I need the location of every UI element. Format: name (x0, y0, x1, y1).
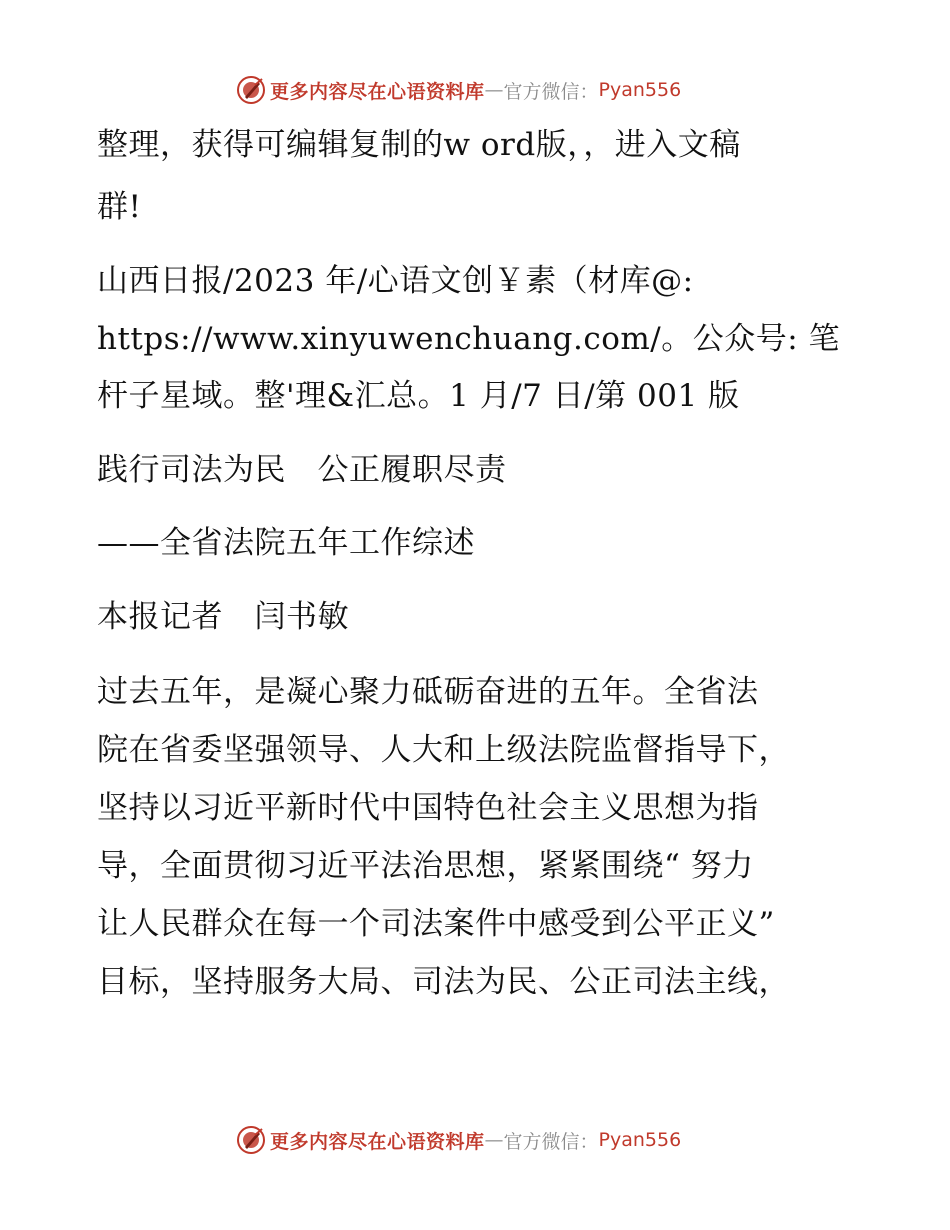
banner-official-label: 官方微信： (503, 1130, 599, 1153)
footer-watermark-banner (236, 1123, 681, 1157)
text-line: 导，全面贯彻习近平法治思想，紧紧围绕“ 努力 (97, 848, 754, 884)
banner-brand-text: 更多内容尽在心语资料库 (270, 1130, 485, 1153)
banner-wechat-id: Pyan556 (598, 79, 682, 101)
text-line: 坚持以习近平新时代中国特色社会主义思想为指 (97, 790, 759, 826)
banner-separator: — (484, 1129, 504, 1151)
text-line: 让人民群众在每一个司法案件中感受到公平正义” (97, 906, 775, 942)
text-line: https://www.xinyuwenchuang.com/。公众号: 笔 (97, 321, 841, 357)
banner-separator: — (484, 79, 504, 101)
banner-wechat-id: Pyan556 (598, 1129, 682, 1151)
article-byline: 本报记者 闫书敏 (97, 599, 349, 635)
text-line: 院在省委坚强领导、人大和上级法院监督指导下， (97, 732, 790, 768)
quill-logo-icon (236, 75, 266, 105)
article-subtitle: ——全省法院五年工作综述 (97, 525, 475, 561)
article-title: 践行司法为民 公正履职尽责 (97, 452, 507, 488)
quill-logo-icon (236, 1125, 266, 1155)
text-line: 整理，获得可编辑复制的w ord版，，进入文稿 (97, 127, 741, 163)
text-line: 过去五年，是凝心聚力砥砺奋进的五年。全省法 (97, 674, 759, 710)
banner-official-label: 官方微信： (503, 80, 599, 103)
text-line: 杆子星域。整'理&汇总。1 月/7 日/第 001 版 (97, 378, 740, 414)
banner-brand-text: 更多内容尽在心语资料库 (270, 80, 485, 103)
text-line: 目标，坚持服务大局、司法为民、公正司法主线， (97, 964, 790, 1000)
text-line: 山西日报/2023 年/心语文创￥素（材库@: (97, 263, 694, 299)
text-line: 群! (97, 189, 142, 225)
header-watermark-banner (236, 73, 681, 107)
